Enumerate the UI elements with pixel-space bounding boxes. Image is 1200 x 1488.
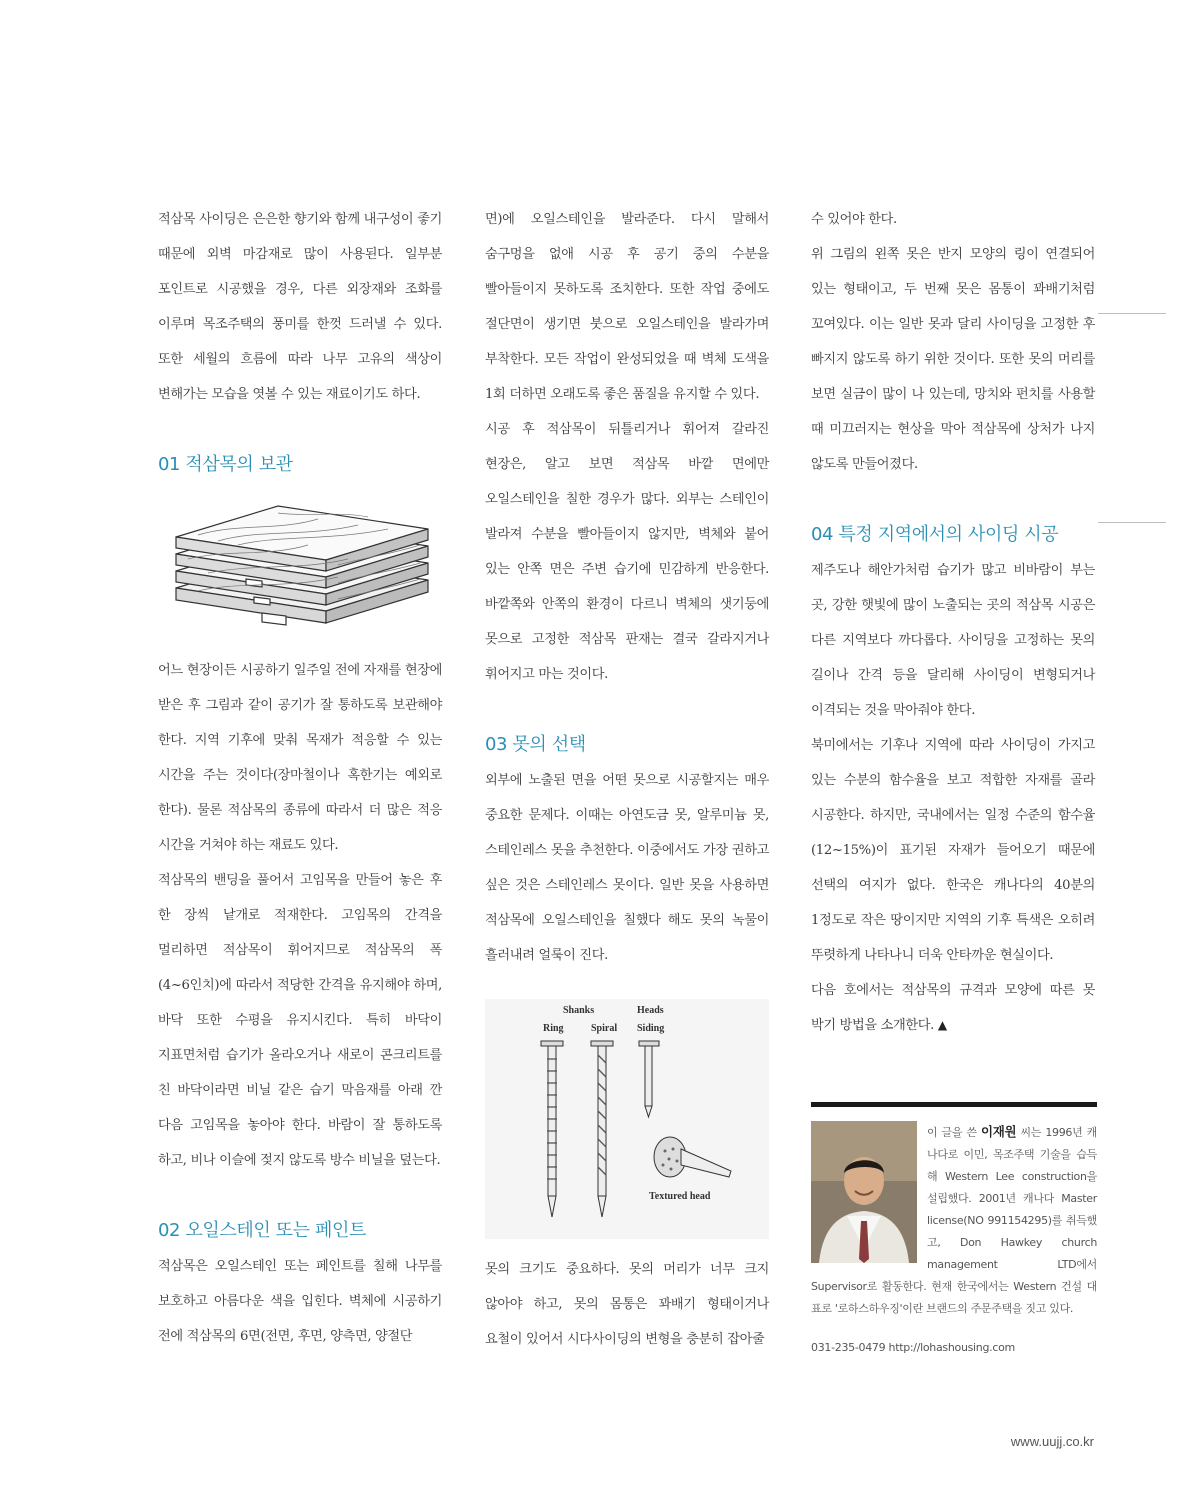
author-name: 이재원 <box>980 1124 1017 1139</box>
lumber-stack-illustration <box>158 483 442 653</box>
margin-rule <box>1098 522 1166 523</box>
bio-prefix: 이 글을 쓴 <box>927 1126 981 1139</box>
author-photo <box>811 1121 917 1263</box>
column-3 <box>811 202 1095 1043</box>
end-mark-icon: ▲ <box>937 1018 947 1032</box>
bio-text: 씨는 1996년 캐나다로 이민, 목조주택 기술을 습득해 Western Lee construction을 설립했다. 2001년 캐나다 Master license(NO 991154295)를 취득했고, Don Hawkey church management LTD에서 Supervisor로 활동한다. 현재 한국에서는 Western 건설 대표로 '로하스하우징'이란 브랜드의 주문주택을 짓고 있다. <box>811 1126 1097 1315</box>
nail-types-illustration <box>485 999 769 1239</box>
figure-label-spiral: Spiral <box>591 1023 618 1034</box>
next-issue-paragraph <box>811 973 1095 1043</box>
figure-label-shanks: Shanks <box>563 1005 595 1016</box>
column-2 <box>485 202 769 1357</box>
margin-rule <box>1098 313 1166 314</box>
figure-label-ring: Ring <box>543 1023 564 1034</box>
nail-size-paragraph-continued: 수 있어야 한다. <box>811 212 897 227</box>
oilstain-paragraph-continued: 면)에 오일스테인을 발라준다. 다시 말해서 숨구멍을 없애 시공 후 공기 중의 수분을 빨아들이지 못하도록 조치한다. 또한 작업 중에도 절단면이 생기면 붓으로 오일스테인을 발라가며 부착한다. 모든 작업이 완성되었을 때 벽체 도색을 1회 더하면 오래도록 좋은 품질을 유지할 수 있다. <box>485 212 769 402</box>
column-1 <box>158 202 442 1354</box>
intro-paragraph: 적삼목 사이딩은 은은한 향기와 함께 내구성이 좋기 때문에 외벽 마감재로 많이 사용된다. 일부분 포인트로 시공했을 경우, 다른 외장재와 조화를 이루며 목조주택의 풍미를 한껏 드러낼 수 있다. 또한 세월의 흐름에 따라 나무 고유의 색상이 변해가는 모습을 엿볼 수 있는 재료이기도 하다. <box>158 212 442 402</box>
section-heading-nails: 03 못의 선택 <box>485 734 586 755</box>
figure-label-heads: Heads <box>637 1005 664 1016</box>
storage-paragraph-2: 적삼목의 밴딩을 풀어서 고임목을 만들어 놓은 후 한 장씩 낱개로 적재한다. 고임목의 간격을 멀리하면 적삼목이 휘어지므로 적삼목의 폭(4~6인치)에 따라서 적당한 간격을 유지해야 하며, 바닥 또한 수평을 유지시킨다. 특히 바닥이 지표면처럼 습기가 올라오거나 새로이 콘크리트를 친 바닥이라면 비닐 같은 습기 막음재를 아래 깐 다음 고임목을 놓아야 한다. 바람이 잘 통하도록 하고, 비나 이슬에 젖지 않도록 방수 비닐을 덮는다. <box>158 873 442 1168</box>
next-issue-text: 다음 호에서는 적삼목의 규격과 모양에 따른 못 박기 방법을 소개한다. <box>811 983 1095 1033</box>
bio-divider <box>811 1102 1097 1107</box>
nail-size-paragraph: 못의 크기도 중요하다. 못의 머리가 너무 크지 않아야 하고, 못의 몸통은 꽈배기 형태이거나 요철이 있어서 시다사이딩의 변형을 충분히 잡아줄 <box>485 1262 769 1347</box>
regions-paragraph-2: 북미에서는 기후나 지역에 따라 사이딩이 가지고 있는 수분의 함수율을 보고 적합한 자재를 골라 시공한다. 하지만, 국내에서는 일정 수준의 함수율(12~15%)이 표기된 자재가 들어오기 때문에 선택의 여지가 없다. 한국은 캐나다의 40분의 1정도로 작은 땅이지만 지역의 기후 특색은 오히려 뚜렷하게 나타나니 더욱 안타까운 현실이다. <box>811 738 1095 963</box>
figure-label-siding: Siding <box>637 1023 665 1034</box>
regions-paragraph-1: 제주도나 해안가처럼 습기가 많고 비바람이 부는 곳, 강한 햇빛에 많이 노출되는 곳의 적삼목 시공은 다른 지역보다 까다롭다. 사이딩을 고정하는 못의 길이나 간격 등을 달리해 사이딩이 변형되거나 이격되는 것을 막아줘야 한다. <box>811 563 1095 718</box>
section-heading-oilstain: 02 오일스테인 또는 페인트 <box>158 1220 366 1241</box>
oilstain-paragraph: 적삼목은 오일스테인 또는 페인트를 칠해 나무를 보호하고 아름다운 색을 입힌다. 벽체에 시공하기 전에 적삼목의 6면(전면, 후면, 양측면, 양절단 <box>158 1259 442 1344</box>
section-heading-storage: 01 적삼목의 보관 <box>158 454 293 475</box>
footer-website: www.uujj.co.kr <box>1010 1434 1094 1449</box>
nail-figure-description: 위 그림의 왼쪽 못은 반지 모양의 링이 연결되어 있는 형태이고, 두 번째 못은 몸통이 꽈배기처럼 꼬여있다. 이는 일반 못과 달리 사이딩을 고정한 후 빠지지 않도록 하기 위한 것이다. 또한 못의 머리를 보면 실금이 많이 나 있는데, 망치와 펀치를 사용할 때 미끄러지는 현상을 막아 적삼목에 상처가 나지 않도록 만들어졌다. <box>811 247 1095 472</box>
warping-paragraph: 시공 후 적삼목이 뒤틀리거나 휘어져 갈라진 현장은, 알고 보면 적삼목 바깥 면에만 오일스테인을 칠한 경우가 많다. 외부는 스테인이 발라져 수분을 빨아들이지 않지만, 벽체와 붙어 있는 안쪽 면은 주변 습기에 민감하게 반응한다. 바깥쪽와 안쪽의 환경이 다르니 벽체의 샛기둥에 못으로 고정한 적삼목 판재는 결국 갈라지거나 휘어지고 마는 것이다. <box>485 422 769 682</box>
figure-label-textured-head: Textured head <box>649 1191 711 1202</box>
author-contact: 031-235-0479 http://lohashousing.com <box>811 1341 1015 1354</box>
nails-paragraph: 외부에 노출된 면을 어떤 못으로 시공할지는 매우 중요한 문제다. 이때는 아연도금 못, 알루미늄 못, 스테인레스 못을 추천한다. 이중에서도 가장 권하고 싶은 것은 스테인레스 못이다. 일반 못을 사용하면 적삼목에 오일스테인을 칠했다 해도 못의 녹물이 흘러내려 얼룩이 진다. <box>485 773 769 963</box>
storage-paragraph-1: 어느 현장이든 시공하기 일주일 전에 자재를 현장에 받은 후 그림과 같이 공기가 잘 통하도록 보관해야 한다. 지역 기후에 맞춰 목재가 적응할 수 있는 시간을 주는 것이다(장마철이나 혹한기는 예외로 한다). 물론 적삼목의 종류에 따라서 더 많은 적응 시간을 거쳐야 하는 재료도 있다. <box>158 663 442 853</box>
section-heading-special-regions: 04 특정 지역에서의 사이딩 시공 <box>811 524 1059 545</box>
